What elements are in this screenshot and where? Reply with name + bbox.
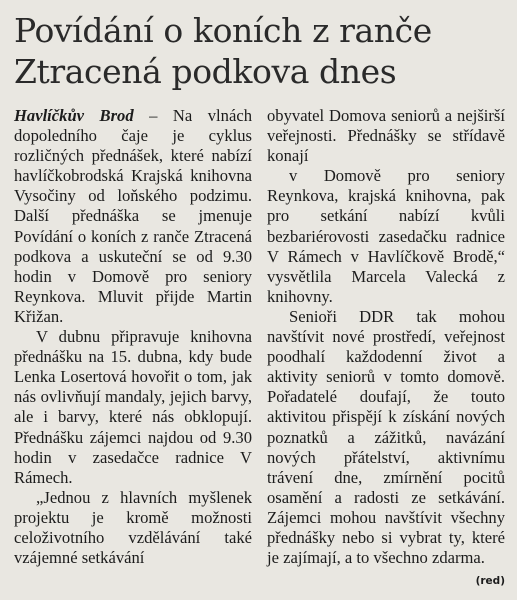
paragraph xyxy=(267,306,505,588)
paragraph: obyvatel Domova seniorů a nejširší veřejnosti. Přednášky se střídavě konají xyxy=(267,106,505,166)
headline-line-1: Povídání o koních z ranče xyxy=(14,11,432,50)
paragraph: V dubnu připravuje knihovna přednášku na 15. dubna, kdy bude Lenka Losertová hovořit o tom, jak nás ovlivňují mandaly, jejich barvy, ale i barvy, které nás obklopují. Přednášku zájemci najdou od 9.30 hodin v zasedačce radnice V Rámech. xyxy=(14,327,252,487)
paragraph xyxy=(14,106,252,327)
paragraph: v Domově pro seniory Reynkova, krajská knihovna, pak pro setkání nabízí kvůli bezbariérovosti zasedačku radnice V Rámech v Havlíčkově Brodě,“ vysvětlila Marcela Valecká z knihovny. xyxy=(267,166,505,306)
headline-line-2: Ztracená podkova dnes xyxy=(14,52,397,91)
byline: (red) xyxy=(475,575,505,588)
column-right xyxy=(267,106,505,591)
article-headline xyxy=(14,10,505,92)
dateline: Havlíčkův Brod xyxy=(14,106,134,125)
paragraph: „Jednou z hlavních myšlenek projektu je kromě možnosti celoživotního vzdělávání také vzájemné setkávání xyxy=(14,487,252,568)
column-left xyxy=(14,106,252,591)
article-body xyxy=(14,106,505,591)
paragraph-text: Senioři DDR tak mohou navštívit nové prostředí, veřejnost poodhalí každodenní život a aktivity seniorů v tomto domově. Pořadatelé doufají, že touto aktivitou přispějí k získání nových poznatků a zážitků, navázání nových přátelství, aktivnímu trávení dne, zmírnění pocitů osamění a radosti ze setkávání. Zájemci mohou navštívit všechny přednášky nebo si vybrat ty, které je zajímají, a to všechno zdarma. xyxy=(267,306,505,568)
paragraph-text: – Na vlnách dopoledního čaje je cyklus rozličných přednášek, které nabízí havlíčkobrodská Krajská knihovna Vysočiny od loňského podzimu. Další přednáška se jmenuje Povídání o koních z ranče Ztracená podkova a uskuteční se od 9.30 hodin v Domově pro seniory Reynkova. Mluvit přijde Martin Křižan. xyxy=(14,106,252,326)
